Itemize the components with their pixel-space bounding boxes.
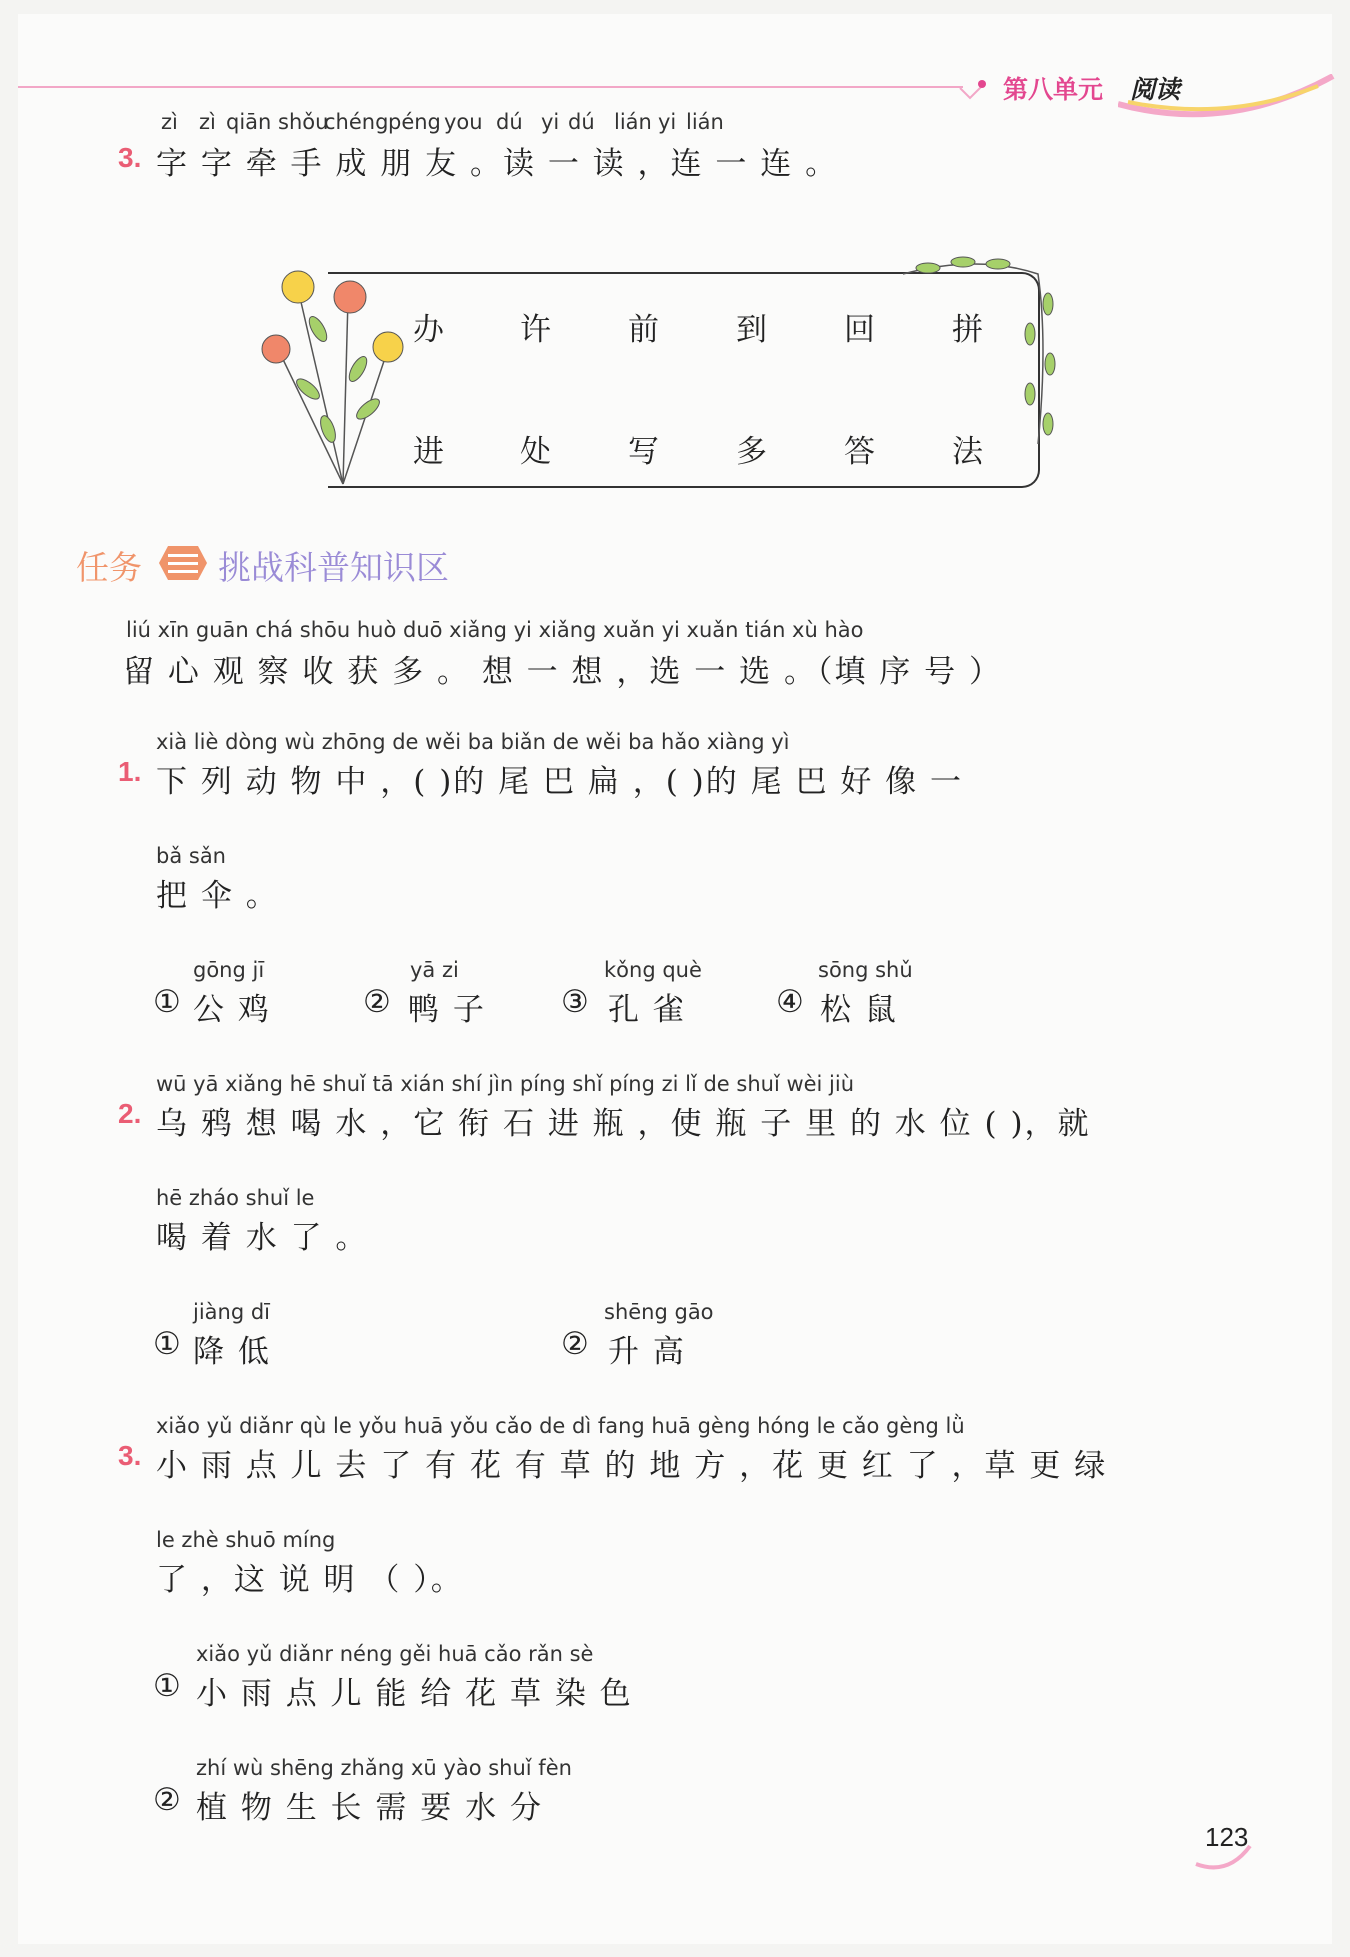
pinyin: yi xyxy=(658,110,677,134)
option-text[interactable]: 升 高 xyxy=(608,1334,686,1370)
pinyin: chéng xyxy=(324,110,389,134)
word-char[interactable]: 回 xyxy=(844,312,875,348)
pinyin: péng xyxy=(388,110,441,134)
task-title: 挑战科普知识区 xyxy=(218,548,449,587)
option-mark[interactable]: ① xyxy=(153,1668,183,1704)
word-char[interactable]: 进 xyxy=(413,434,444,470)
question-line: 小 雨 点 儿 去 了 有 花 有 草 的 地 方 ，花 更 红 了 ，草 更 绿 xyxy=(156,1448,1108,1484)
pinyin: dú xyxy=(496,110,523,134)
word-char[interactable]: 许 xyxy=(520,312,551,348)
pinyin: zì xyxy=(199,110,216,134)
question-line: 把 伞 。 xyxy=(156,878,279,914)
line-pinyin: xià liè dòng wù zhōng de wěi ba biǎn de wěi ba hǎo xiàng yì xyxy=(156,730,790,754)
question-number: 1. xyxy=(118,756,142,787)
option-pinyin: gōng jī xyxy=(193,958,265,982)
option-mark[interactable]: ① xyxy=(153,1326,183,1362)
question-number: 3. xyxy=(118,1440,142,1471)
option-mark[interactable]: ② xyxy=(561,1326,591,1362)
word-char[interactable]: 拼 xyxy=(952,312,983,348)
line-pinyin: xiǎo yǔ diǎnr qù le yǒu huā yǒu cǎo de dì fang huā gèng hóng le cǎo gèng lǜ xyxy=(156,1414,965,1438)
word-char[interactable]: 到 xyxy=(736,312,767,348)
pinyin: lián xyxy=(614,110,652,134)
pinyin: qiān xyxy=(226,110,272,134)
option-mark[interactable]: ④ xyxy=(776,984,806,1020)
intro-pinyin: liú xīn guān chá shōu huò duō xiǎng yi xiǎng xuǎn yi xuǎn tián xù hào xyxy=(126,618,864,642)
page-number: 123 xyxy=(1205,1822,1249,1852)
pinyin: shǒu xyxy=(278,110,329,134)
line-pinyin: le zhè shuō míng xyxy=(156,1528,336,1552)
option-text[interactable]: 降 低 xyxy=(193,1334,271,1370)
word-char[interactable]: 多 xyxy=(736,434,767,470)
question-number: 2. xyxy=(118,1098,142,1129)
pinyin: zì xyxy=(161,110,178,134)
question-text: 字 字 牵 手 成 朋 友 。读 一 读 ，连 一 连 。 xyxy=(156,146,839,182)
word-char[interactable]: 答 xyxy=(844,434,875,470)
option-text[interactable]: 松 鼠 xyxy=(820,992,898,1028)
question-number: 3. xyxy=(118,142,142,173)
section-title: 阅读 xyxy=(1130,75,1181,104)
option-text[interactable]: 孔 雀 xyxy=(608,992,686,1028)
pinyin: yi xyxy=(541,110,560,134)
word-char[interactable]: 法 xyxy=(952,434,983,470)
option-pinyin: sōng shǔ xyxy=(818,958,913,982)
word-char[interactable]: 处 xyxy=(520,434,551,470)
option-pinyin: jiàng dī xyxy=(193,1300,271,1324)
word-char[interactable]: 办 xyxy=(413,312,444,348)
option-mark[interactable]: ① xyxy=(153,984,183,1020)
pinyin: dú xyxy=(568,110,595,134)
word-char[interactable]: 前 xyxy=(628,312,659,348)
header-dot-icon xyxy=(978,80,986,88)
option-text[interactable]: 鸭 子 xyxy=(408,992,486,1028)
option-text[interactable]: 植 物 生 长 需 要 水 分 xyxy=(196,1790,543,1826)
option-pinyin: xiǎo yǔ diǎnr néng gěi huā cǎo rǎn sè xyxy=(196,1642,594,1666)
pinyin: lián xyxy=(686,110,724,134)
header-rule xyxy=(18,86,963,88)
option-mark[interactable]: ② xyxy=(153,1782,183,1818)
hexagon-three-icon xyxy=(158,544,208,582)
option-pinyin: shēng gāo xyxy=(604,1300,714,1324)
option-pinyin: yā zi xyxy=(410,958,459,982)
option-text[interactable]: 公 鸡 xyxy=(193,992,271,1028)
line-pinyin: bǎ sǎn xyxy=(156,844,226,868)
option-pinyin: zhí wù shēng zhǎng xū yào shuǐ fèn xyxy=(196,1756,572,1780)
unit-title: 第八单元 xyxy=(1003,75,1104,104)
question-line: 喝 着 水 了 。 xyxy=(156,1220,369,1256)
task-label: 任务 xyxy=(76,548,142,587)
option-mark[interactable]: ③ xyxy=(561,984,591,1020)
pinyin: you xyxy=(444,110,483,134)
question-line: 乌 鸦 想 喝 水 ，它 衔 石 进 瓶 ，使 瓶 子 里 的 水 位 ( )，就 xyxy=(156,1106,1091,1142)
workbook-page xyxy=(18,14,1332,1944)
intro-text: 留 心 观 察 收 获 多 。 想 一 想 ，选 一 选 。（填 序 号 ） xyxy=(123,654,1003,690)
line-pinyin: hē zháo shuǐ le xyxy=(156,1186,315,1210)
vine-decoration-icon xyxy=(898,254,1068,454)
option-text[interactable]: 小 雨 点 儿 能 给 花 草 染 色 xyxy=(196,1676,633,1712)
line-pinyin: wū yā xiǎng hē shuǐ tā xián shí jìn píng shǐ píng zi lǐ de shuǐ wèi jiù xyxy=(156,1072,855,1096)
option-mark[interactable]: ② xyxy=(363,984,393,1020)
option-pinyin: kǒng què xyxy=(604,958,702,982)
question-line: 下 列 动 物 中 ，( )的 尾 巴 扁 ，( )的 尾 巴 好 像 一 xyxy=(156,764,964,800)
question-line: 了 ，这 说 明 （ ）。 xyxy=(156,1562,464,1598)
word-char[interactable]: 写 xyxy=(628,434,659,470)
